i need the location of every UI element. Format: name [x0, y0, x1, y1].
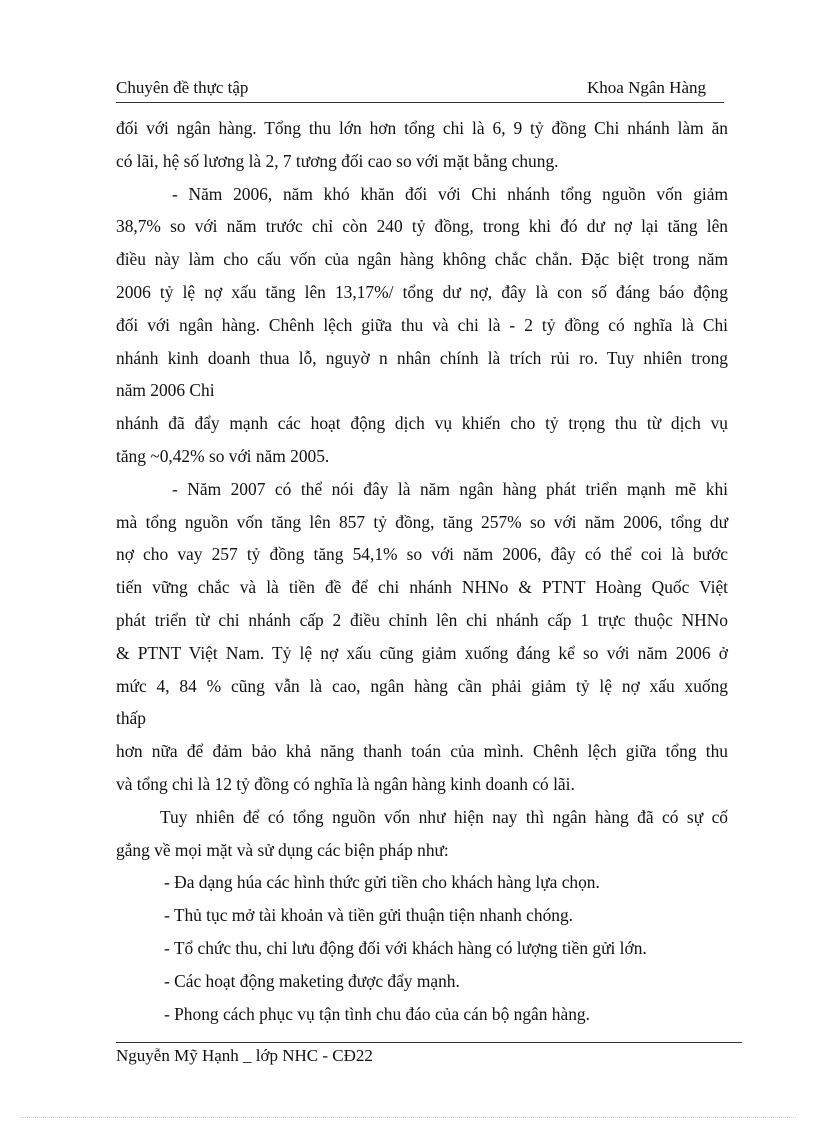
footer-divider [116, 1042, 742, 1043]
paragraph-line: & PTNT Việt Nam. Tỷ lệ nợ xấu cũng giảm xuống đáng kể so với năm 2006 ở [116, 642, 728, 663]
paragraph-line: 38,7% so với năm trước chỉ còn 240 tỷ đồng, trong khi đó dư nợ lại tăng lên [116, 216, 728, 237]
body-text [116, 112, 728, 1030]
paragraph-line: điều này làm cho cấu vốn của ngân hàng không chắc chắn. Đặc biệt trong năm [116, 249, 728, 270]
paragraph-line: 2006 tỷ lệ nợ xấu tăng lên 13,17%/ tổng dư nợ, đây là con số đáng báo động [116, 281, 728, 302]
bullet-item: - Đa dạng húa các hình thức gửi tiền cho khách hàng lựa chọn. [164, 872, 600, 893]
paragraph-line: năm 2006 Chi [116, 380, 215, 401]
paragraph-line: nợ cho vay 257 tỷ đồng tăng 54,1% so với năm 2006, đây có thể coi là bước [116, 544, 728, 565]
bullet-item: - Các hoạt động maketing được đẩy mạnh. [164, 970, 460, 991]
paragraph-line: - Năm 2007 có thể nói đây là năm ngân hàng phát triển mạnh mẽ khi [172, 478, 728, 499]
bullet-item: - Tổ chức thu, chi lưu động đối với khách hàng có lượng tiền gửi lớn. [164, 937, 647, 958]
paragraph-line: đối với ngân hàng. Chênh lệch giữa thu và chi là - 2 tỷ đồng có nghĩa là Chi [116, 314, 728, 335]
paragraph-line: mà tổng nguồn vốn tăng lên 857 tỷ đồng, tăng 257% so với năm 2006, tổng dư [116, 511, 728, 532]
page-boundary [20, 1117, 796, 1118]
paragraph-line: - Năm 2006, năm khó khăn đối với Chi nhánh tổng nguồn vốn giảm [172, 183, 728, 204]
paragraph-line: và tổng chi là 12 tỷ đồng có nghĩa là ngân hàng kinh doanh có lãi. [116, 773, 575, 794]
header-department: Khoa Ngân Hàng [587, 78, 706, 97]
paragraph-line: phát triển từ chi nhánh cấp 2 điều chỉnh lên chi nhánh cấp 1 trực thuộc NHNo [116, 609, 728, 630]
paragraph-line: Tuy nhiên để có tổng nguồn vốn như hiện nay thì ngân hàng đã có sự cố [160, 806, 728, 827]
paragraph-line: tăng ~0,42% so với năm 2005. [116, 445, 330, 466]
paragraph-line: đối với ngân hàng. Tổng thu lớn hơn tổng chi là 6, 9 tỷ đồng Chi nhánh làm ăn [116, 118, 728, 138]
bullet-item: - Phong cách phục vụ tận tình chu đáo của cán bộ ngân hàng. [164, 1003, 590, 1024]
paragraph-line: nhánh kinh doanh thua lỗ, nguyờ n nhân chính là trích rủi ro. Tuy nhiên trong [116, 347, 728, 368]
page-footer: Nguyễn Mỹ Hạnh _ lớp NHC - CĐ22 [116, 1046, 373, 1065]
paragraph-line: hơn nữa để đảm bảo khả năng thanh toán của mình. Chênh lệch giữa tổng thu [116, 741, 728, 762]
page-header [116, 78, 724, 103]
paragraph-line: gắng về mọi mặt và sử dụng các biện pháp như: [116, 839, 449, 860]
paragraph-line: tiến vững chắc và là tiền đề để chi nhánh NHNo & PTNT Hoàng Quốc Việt [116, 577, 728, 598]
paragraph-line: mức 4, 84 % cũng vẫn là cao, ngân hàng cần phải giảm tỷ lệ nợ xấu xuống [116, 675, 728, 696]
header-title: Chuyên đề thực tập [116, 78, 249, 97]
paragraph-line: nhánh đã đẩy mạnh các hoạt động dịch vụ khiến cho tỷ trọng thu từ dịch vụ [116, 413, 728, 434]
bullet-item: - Thủ tục mở tài khoản và tiền gửi thuận tiện nhanh chóng. [164, 905, 574, 926]
paragraph-line: có lãi, hệ số lương là 2, 7 tương đối cao so với mặt bằng chung. [116, 150, 559, 171]
paragraph-line: thấp [116, 708, 146, 729]
